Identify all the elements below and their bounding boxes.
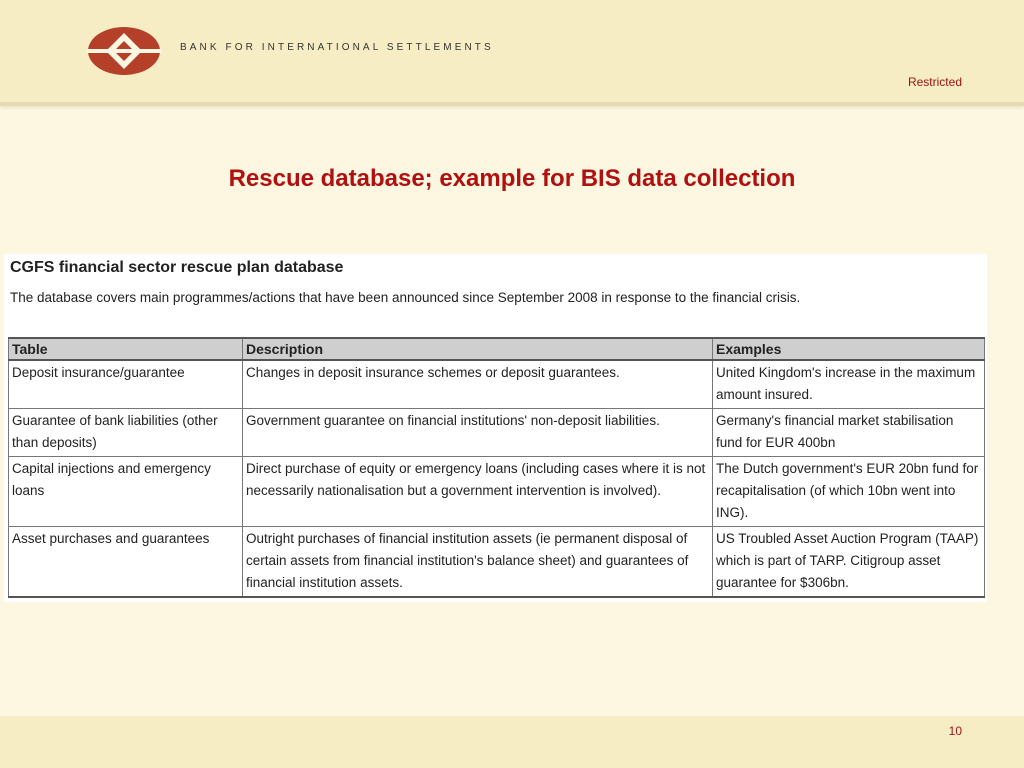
table-cell-description: Outright purchases of financial institution assets (ie permanent disposal of certain assets from financial institution's balance sheet) and guarantees of financial institution assets. (243, 527, 713, 598)
slide-footer (0, 716, 1024, 768)
page-number: 10 (948, 724, 962, 738)
table-row (9, 457, 985, 527)
table-cell-examples: United Kingdom's increase in the maximum amount insured. (713, 360, 985, 409)
column-header-table: Table (9, 338, 243, 360)
database-intro: The database covers main programmes/actions that have been announced since September 2008 in response to the financial crisis. (10, 290, 801, 305)
slide-header (0, 0, 1024, 106)
column-header-description: Description (243, 338, 713, 360)
organization-name: BANK FOR INTERNATIONAL SETTLEMENTS (180, 42, 494, 53)
table-cell-table: Capital injections and emergency loans (9, 457, 243, 527)
rescue-database-table (8, 337, 985, 598)
slide-title: Rescue database; example for BIS data collection (228, 165, 796, 192)
table-cell-table: Guarantee of bank liabilities (other than deposits) (9, 409, 243, 457)
table-row (9, 527, 985, 598)
table-row (9, 360, 985, 409)
table-header-row (9, 338, 985, 360)
table-row (9, 409, 985, 457)
classification-label: Restricted (907, 75, 962, 89)
database-heading: CGFS financial sector rescue plan database (10, 259, 344, 276)
table-cell-examples: US Troubled Asset Auction Program (TAAP) which is part of TARP. Citigroup asset guarantee for $306bn. (713, 527, 985, 598)
table-cell-table: Deposit insurance/guarantee (9, 360, 243, 409)
table-cell-examples: The Dutch government's EUR 20bn fund for recapitalisation (of which 10bn went into ING). (713, 457, 985, 527)
bis-logo (87, 26, 161, 76)
table-cell-description: Direct purchase of equity or emergency loans (including cases where it is not necessarily nationalisation but a government intervention is involved). (243, 457, 713, 527)
table-cell-description: Changes in deposit insurance schemes or deposit guarantees. (243, 360, 713, 409)
table-cell-description: Government guarantee on financial institutions' non-deposit liabilities. (243, 409, 713, 457)
table-cell-table: Asset purchases and guarantees (9, 527, 243, 598)
column-header-examples: Examples (713, 338, 985, 360)
table-cell-examples: Germany's financial market stabilisation fund for EUR 400bn (713, 409, 985, 457)
database-excerpt (4, 254, 987, 602)
